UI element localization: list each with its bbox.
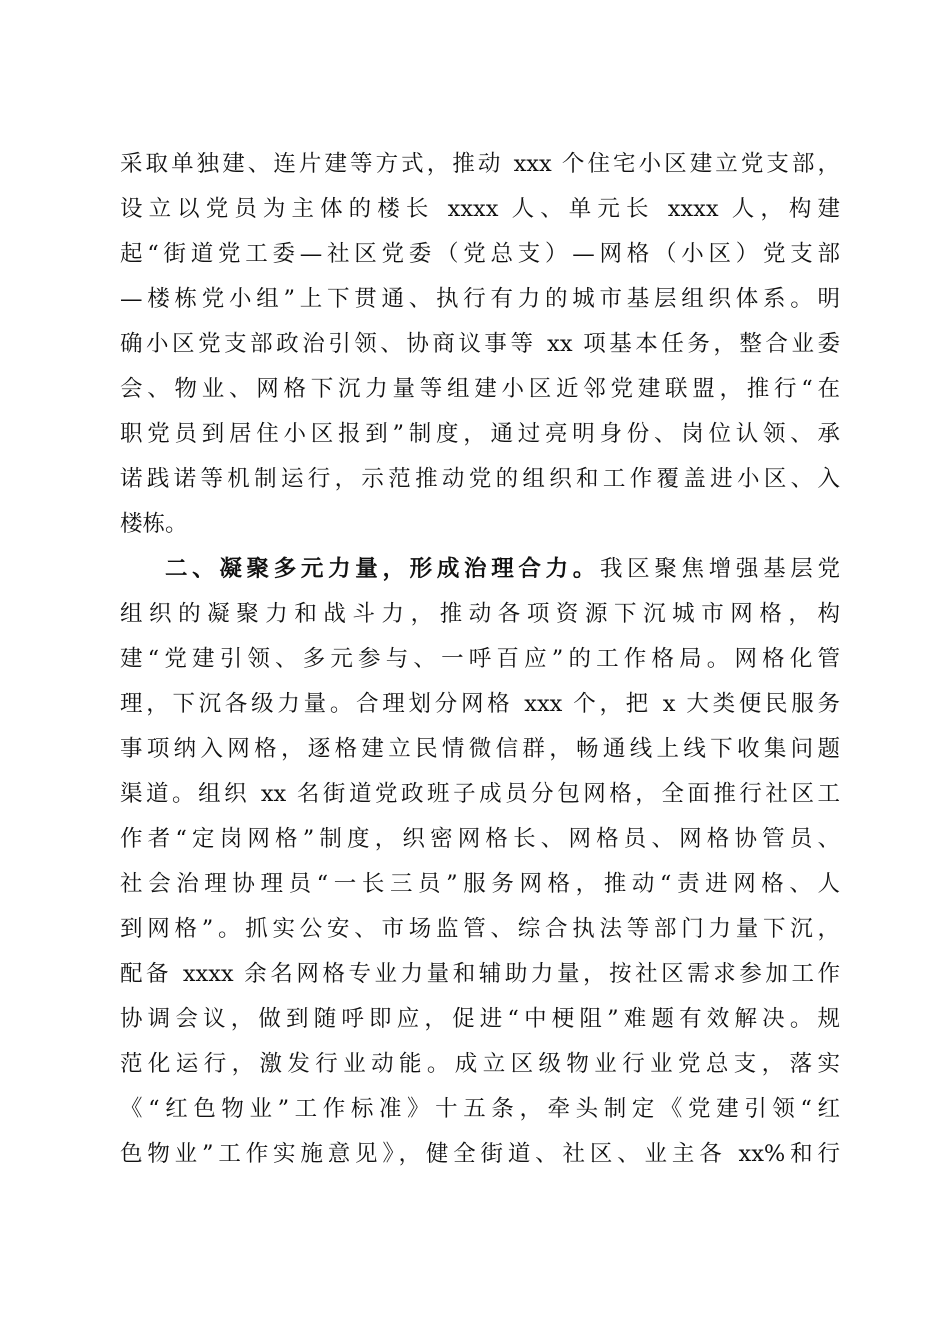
text-line: 楼栋。 <box>120 511 188 537</box>
text-line: 社会治理协理员“一长三员”服务网格，推动“责进网格、人 <box>120 871 840 897</box>
text-line: 《“红色物业”工作标准》十五条，牵头制定《党建引领“红 <box>120 1096 840 1122</box>
text-line: 事项纳入网格，逐格建立民情微信群，畅通线上线下收集问题 <box>120 736 840 762</box>
document-body <box>120 142 840 1177</box>
paragraph-1 <box>120 142 840 547</box>
text-line: —楼栋党小组”上下贯通、执行有力的城市基层组织体系。明 <box>120 286 840 312</box>
text-line: 色物业”工作实施意见》，健全街道、社区、业主各 xx%和行 <box>120 1141 840 1167</box>
text-line: 建“党建引领、多元参与、一呼百应”的工作格局。网格化管 <box>120 646 840 672</box>
section-heading: 二、凝聚多元力量，形成治理合力。 <box>165 556 600 582</box>
text-span: 我区聚焦增强基层党 <box>599 556 840 582</box>
text-line: 诺践诺等机制运行，示范推动党的组织和工作覆盖进小区、入 <box>120 466 840 492</box>
text-line: 采取单独建、连片建等方式，推动 xxx 个住宅小区建立党支部， <box>120 151 840 177</box>
text-line: 渠道。组织 xx 名街道党政班子成员分包网格，全面推行社区工 <box>120 781 840 807</box>
text-line: 到网格”。抓实公安、市场监管、综合执法等部门力量下沉， <box>120 916 840 942</box>
text-line: 职党员到居住小区报到”制度，通过亮明身份、岗位认领、承 <box>120 421 840 447</box>
text-line: 会、物业、网格下沉力量等组建小区近邻党建联盟，推行“在 <box>120 376 840 402</box>
text-line: 确小区党支部政治引领、协商议事等 xx 项基本任务，整合业委 <box>120 331 840 357</box>
text-line: 范化运行，激发行业动能。成立区级物业行业党总支，落实 <box>120 1051 840 1077</box>
text-line: 配备 xxxx 余名网格专业力量和辅助力量，按社区需求参加工作 <box>120 961 840 987</box>
text-line: 设立以党员为主体的楼长 xxxx 人、单元长 xxxx 人，构建 <box>120 196 840 222</box>
text-line: 理，下沉各级力量。合理划分网格 xxx 个，把 x 大类便民服务 <box>120 691 840 717</box>
text-line: 协调会议，做到随呼即应，促进“中梗阻”难题有效解决。规 <box>120 1006 840 1032</box>
text-line: 起“街道党工委—社区党委（党总支）—网格（小区）党支部 <box>120 241 840 267</box>
text-line: 组织的凝聚力和战斗力，推动各项资源下沉城市网格，构 <box>120 601 840 627</box>
paragraph-2 <box>120 547 840 1177</box>
paragraph-2-first-line <box>120 547 840 592</box>
text-line: 作者“定岗网格”制度，织密网格长、网格员、网格协管员、 <box>120 826 840 852</box>
